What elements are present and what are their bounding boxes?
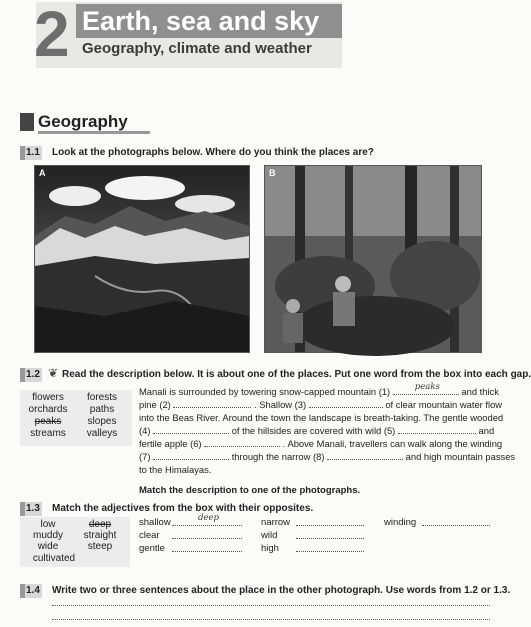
line-4a: (4): [139, 425, 151, 436]
gap-4[interactable]: [153, 425, 229, 434]
word-steep: steep: [87, 541, 113, 552]
answer-wild[interactable]: [296, 530, 364, 539]
exercise-1-3-question: Match the adjectives from the box with their opposites.: [52, 503, 314, 514]
word-paths: paths: [89, 404, 115, 415]
gap-8[interactable]: [327, 451, 403, 460]
word-orchards: orchards: [28, 404, 68, 415]
photo-b-forest: [264, 165, 482, 353]
answer-gentle[interactable]: [172, 543, 242, 552]
answer-narrow[interactable]: [296, 517, 364, 526]
line-5b: . Above Manali, travellers can walk along the winding: [282, 438, 503, 449]
word-peaks: peaks: [34, 416, 62, 427]
word-deep: deep: [88, 519, 112, 530]
word-box-1-3: [20, 517, 130, 567]
line-6a: (7): [139, 451, 151, 462]
word-forests: forests: [86, 392, 117, 403]
exercise-tag-1-2: 1.2: [20, 368, 42, 382]
gap-2[interactable]: [173, 399, 251, 408]
match-instruction: Match the description to one of the photographs.: [139, 485, 361, 496]
writing-line-2[interactable]: [52, 618, 490, 620]
gap-1-answer: peaks: [414, 382, 440, 392]
exercise-1-2-question: Read the description below. It is about one of the places. Put one word from the box into each gap.: [62, 369, 531, 380]
adj-winding: winding: [384, 517, 417, 528]
exercise-tag-1-3: 1.3: [20, 502, 42, 516]
line-4c: and: [478, 425, 495, 436]
section-marker: [20, 113, 34, 131]
photo-a-mountains: [34, 165, 250, 353]
adj-shallow: shallow: [139, 517, 171, 528]
gap-7[interactable]: [153, 451, 229, 460]
word-straight: straight: [83, 530, 117, 541]
word-valleys: valleys: [86, 428, 118, 439]
word-flowers: flowers: [32, 392, 64, 403]
unit-number: 2: [34, 0, 70, 70]
gap-5[interactable]: [398, 425, 476, 434]
adj-wild: wild: [261, 530, 278, 541]
word-wide: wide: [37, 541, 59, 552]
word-low: low: [40, 519, 56, 530]
writing-line-1[interactable]: [52, 604, 490, 606]
word-muddy: muddy: [32, 530, 63, 541]
line-6b: through the narrow (8): [231, 451, 325, 462]
section-underline: [38, 131, 150, 134]
answer-shallow-text: deep: [198, 513, 219, 523]
exercise-tag-1-1: 1.1: [20, 146, 42, 160]
adj-clear: clear: [139, 530, 160, 541]
answer-clear[interactable]: [172, 530, 242, 539]
answer-high[interactable]: [296, 543, 364, 552]
word-streams: streams: [30, 428, 66, 439]
line-2a: pine (2): [139, 399, 171, 410]
line-2c: of clear mountain water flow: [385, 399, 503, 410]
word-cultivated: cultivated: [32, 553, 76, 564]
line-2b: . Shallow (3): [254, 399, 307, 410]
adj-narrow: narrow: [261, 517, 291, 528]
section-title: Geography: [38, 112, 128, 131]
adj-high: high: [261, 543, 279, 554]
description-paragraph: [139, 382, 516, 476]
photo-b-label: B: [269, 168, 276, 178]
gap-6[interactable]: [204, 438, 280, 447]
unit-title: Earth, sea and sky: [82, 6, 320, 36]
exercise-1-4-question: Write two or three sentences about the place in the other photograph. Use words from 1.2 or 1.3.: [52, 585, 511, 596]
gap-3[interactable]: [309, 399, 383, 408]
line-6c: and high mountain passes: [405, 451, 516, 462]
line-4b: of the hillsides are covered with wild (5): [231, 425, 396, 436]
adj-gentle: gentle: [139, 543, 165, 554]
photo-a-label: A: [39, 168, 46, 178]
line-1b: and thick: [461, 386, 499, 397]
gap-1[interactable]: [393, 382, 459, 395]
unit-subtitle: Geography, climate and weather: [82, 40, 312, 57]
line-3: into the Beas River. Around the town the landscape is breath-taking. The gentle wooded: [139, 412, 504, 423]
listen-icon: ❦: [48, 366, 59, 380]
exercise-tag-1-4: 1.4: [20, 584, 42, 598]
line-7: to the Himalayas.: [139, 464, 212, 475]
word-slopes: slopes: [87, 416, 117, 427]
answer-winding[interactable]: [422, 517, 490, 526]
line-5a: fertile apple (6): [139, 438, 202, 449]
word-box-1-2: [20, 390, 132, 446]
line-1a: Manali is surrounded by towering snow-capped mountain (1): [139, 386, 391, 397]
exercise-1-1-question: Look at the photographs below. Where do you think the places are?: [52, 147, 374, 158]
